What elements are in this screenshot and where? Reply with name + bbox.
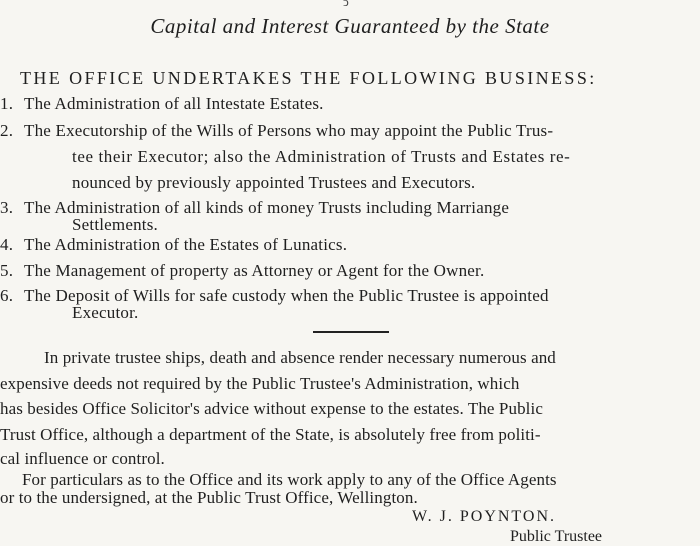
paragraph-1-line-2: expensive deeds not required by the Public Trustee's Administration, which <box>0 374 520 393</box>
paragraph-1-line-3: has besides Office Solicitor's advice without expense to the estates. The Public <box>0 399 543 418</box>
ornament-mark: ↄ <box>343 0 349 9</box>
item-number: 4. <box>0 235 14 254</box>
list-item-1 <box>0 94 324 114</box>
list-item-2 <box>0 121 553 141</box>
list-item-4 <box>0 235 347 255</box>
item-text: The Deposit of Wills for safe custody when the Public Trustee is appointed <box>24 286 549 305</box>
item-number: 2. <box>0 121 14 140</box>
item-number: 5. <box>0 261 14 280</box>
header-title: Capital and Interest Guaranteed by the State <box>150 14 550 38</box>
item-number: 3. <box>0 198 14 217</box>
item-2-line-3: nounced by previously appointed Trustees and Executors. <box>72 173 476 192</box>
item-number: 1. <box>0 94 14 113</box>
item-text: The Administration of the Estates of Lunatics. <box>24 235 348 254</box>
item-3-line-2: Settlements. <box>72 215 158 234</box>
paragraph-2-line-1: For particulars as to the Office and its work apply to any of the Office Agents <box>22 470 557 489</box>
signature-name: W. J. POYNTON. <box>412 508 557 525</box>
signature-title: Public Trustee <box>510 528 603 545</box>
item-2-line-2: tee their Executor; also the Administration of Trusts and Estates re- <box>72 147 571 166</box>
section-divider <box>313 331 389 333</box>
business-heading: THE OFFICE UNDERTAKES THE FOLLOWING BUSINESS: <box>20 68 597 88</box>
paragraph-1-line-5: cal influence or control. <box>0 449 165 468</box>
paragraph-1-line-1: In private trustee ships, death and absence render necessary numerous and <box>44 348 556 367</box>
item-text: The Administration of all Intestate Estates. <box>24 94 324 113</box>
item-text: The Executorship of the Wills of Persons who may appoint the Public Trus- <box>24 121 554 140</box>
item-number: 6. <box>0 286 14 305</box>
item-text: The Administration of all kinds of money Trusts including Marriange <box>24 198 510 217</box>
paragraph-2-line-2: or to the undersigned, at the Public Trust Office, Wellington. <box>0 488 418 507</box>
item-6-line-2: Executor. <box>72 303 139 322</box>
item-text: The Management of property as Attorney or Agent for the Owner. <box>24 261 485 280</box>
list-item-5 <box>0 261 484 281</box>
paragraph-1-line-4: Trust Office, although a department of the State, is absolutely free from politi- <box>0 425 541 444</box>
